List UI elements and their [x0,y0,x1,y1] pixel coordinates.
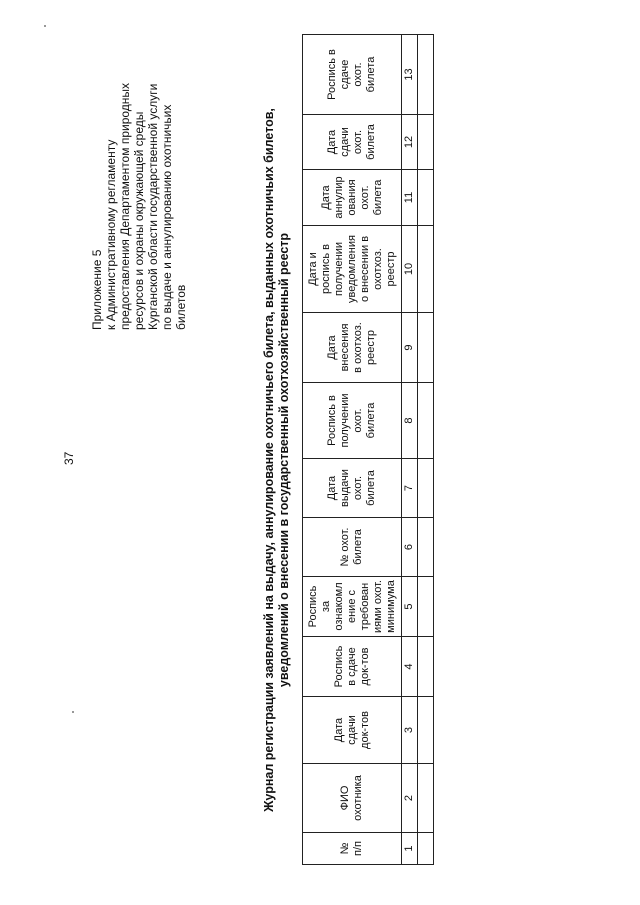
header-cell-line: требован [358,582,371,631]
column-number-cell: 5 [402,577,418,637]
header-cell-line: внесения [339,323,351,372]
header-cell [303,383,402,459]
header-cell-line: охот. [352,62,364,87]
header-cell-line: реестр [365,330,377,366]
header-cell-line: Дата [319,185,332,210]
header-cell-line: билета [365,124,377,160]
appendix-line: ресурсов и охраны окружающей среды [132,111,146,330]
header-cell-line: в охотхоз. [352,322,364,373]
header-cell-line: получении [339,393,351,448]
empty-cell[interactable] [418,383,434,459]
header-cell [303,764,402,833]
column-number-cell: 8 [402,383,418,459]
header-cell-line: минимума [384,580,397,633]
title-line: уведомлений о внесении в государственный охотхозяйственный реестр [277,232,291,688]
header-cell-line: билета [365,56,377,93]
column-number-cell: 12 [402,115,418,170]
header-cell [303,226,402,313]
column-number-cell: 10 [402,226,418,313]
header-cell-line: выдачи [339,469,351,507]
header-cell-line: уведомления [345,235,358,303]
header-cell-line: ение с [345,590,358,624]
appendix-line: билетов [174,284,188,330]
scan-speck [44,25,46,27]
header-cell-line: Дата и [306,252,319,286]
title-line: Журнал регистрации заявлений на выдачу, аннулирование охотничьего билета, выданных охотничьих билетов, [262,108,276,812]
header-cell-line: ФИО [339,785,351,811]
column-number-cell: 13 [402,35,418,115]
header-cell-line: в сдаче [345,647,358,686]
header-cell-line: билета [365,470,377,506]
header-cell-line: билета [352,529,364,565]
empty-cell[interactable] [418,577,434,637]
column-number-cell: 9 [402,313,418,383]
header-cell-line: док-тов [358,711,371,749]
header-cell-line: билета [371,179,384,216]
header-cell-line: сдачи [345,715,358,745]
header-cell [303,833,402,865]
header-cell-line: реестр [384,251,397,287]
column-number-cell: 2 [402,764,418,833]
header-cell-line: док-тов [358,647,371,686]
header-cell [303,35,402,115]
header-cell [303,459,402,518]
empty-cell[interactable] [418,637,434,697]
header-cell-line: охот. [352,408,364,433]
empty-cell[interactable] [418,226,434,313]
header-cell-line: п/п [352,841,364,856]
header-cell [303,577,402,637]
header-cell [303,697,402,764]
empty-cell[interactable] [418,833,434,865]
header-cell-line: аннулир [332,176,345,219]
header-cell-line: о внесении в [358,235,371,303]
column-number-cell: 11 [402,170,418,226]
header-cell-line: роспись в [319,244,332,294]
appendix-line: к Административному регламенту [104,139,118,330]
column-number-cell: 6 [402,518,418,577]
header-cell [303,170,402,226]
page-number: 37 [62,451,76,465]
header-cell [303,518,402,577]
column-number-row [402,35,418,865]
appendix-line: предоставления Департаментом природных [118,82,132,330]
header-cell-line: Дата [326,475,338,501]
journal-table [302,34,434,865]
empty-cell[interactable] [418,697,434,764]
empty-cell[interactable] [418,35,434,115]
appendix-line: по выдаче и аннулированию охотничьих [160,104,174,330]
header-cell-line: № охот. [339,527,351,567]
header-cell-line: Дата [332,717,345,743]
header-row [303,35,402,865]
appendix-line: Приложение 5 [90,249,104,330]
header-cell-line: охот. [352,129,364,155]
appendix-note [90,10,188,330]
header-cell-line: Роспись [306,585,319,628]
header-cell-line: охотника [352,775,364,821]
appendix-line: Курганской области государственной услуги [146,83,160,330]
empty-cell[interactable] [418,170,434,226]
header-cell-line: билета [365,402,377,439]
column-number-cell: 7 [402,459,418,518]
header-cell-line: Роспись [332,645,345,688]
header-cell-line: сдаче [339,59,351,90]
journal-title [262,75,292,845]
header-cell-line: Роспись в [326,395,338,446]
empty-cell[interactable] [418,518,434,577]
empty-cell[interactable] [418,459,434,518]
header-cell-line: Роспись в [326,49,338,100]
header-cell-line: иями охот. [371,580,384,633]
empty-cell[interactable] [418,313,434,383]
blank-row [418,35,434,865]
header-cell [303,637,402,697]
header-cell-line: получении [332,242,345,296]
header-cell-line: № [339,842,351,855]
column-number-cell: 1 [402,833,418,865]
header-cell-line: охот. [358,185,371,210]
header-cell-line: ования [345,179,358,216]
empty-cell[interactable] [418,764,434,833]
header-cell-line: сдачи [339,127,351,157]
empty-cell[interactable] [418,115,434,170]
header-cell-line: Дата [326,129,338,155]
scan-speck [72,711,74,713]
header-cell-line: охотхоз. [371,248,384,290]
header-cell-line: за [319,600,332,613]
header-cell-line: Дата [326,335,338,360]
header-cell-line: ознакомл [332,582,345,631]
column-number-cell: 4 [402,637,418,697]
column-number-cell: 3 [402,697,418,764]
header-cell-line: охот. [352,475,364,501]
header-cell [303,313,402,383]
header-cell [303,115,402,170]
